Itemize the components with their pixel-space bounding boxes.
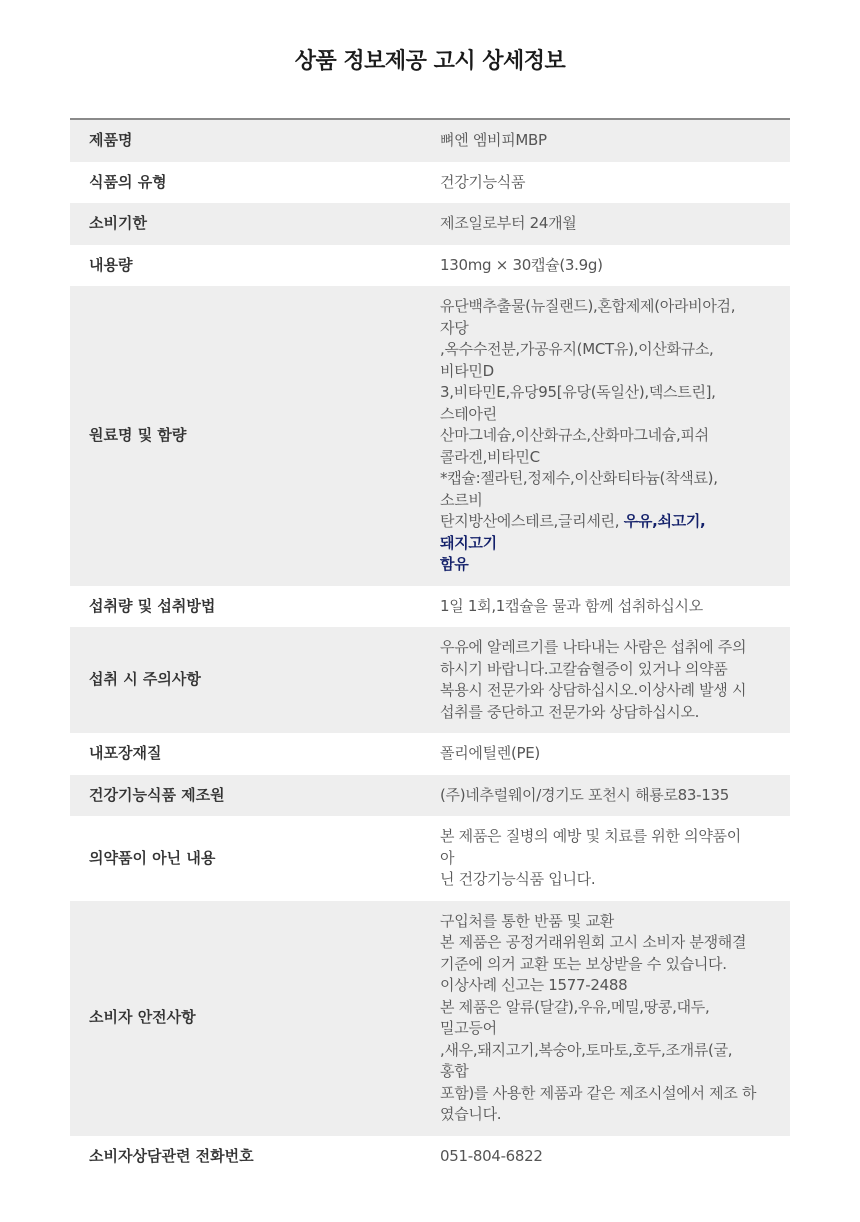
allergen-highlight: 우유,쇠고기, (623, 512, 706, 530)
table-row (70, 901, 790, 1136)
table-row (70, 203, 790, 245)
row-label: 소비기한 (70, 203, 416, 245)
table-row (70, 245, 790, 287)
product-info-table (70, 118, 790, 1177)
table-row (70, 733, 790, 775)
row-label: 섭취 시 주의사항 (70, 627, 416, 733)
table-row (70, 816, 790, 901)
row-label: 소비자 안전사항 (70, 901, 416, 1136)
row-label: 내포장재질 (89, 744, 162, 762)
table-row (70, 586, 790, 628)
table-row (70, 162, 790, 204)
row-label: 섭취량 및 섭취방법 (89, 596, 216, 615)
allergen-highlight: 돼지고기 (440, 533, 497, 552)
row-value: 1일 1회,1캡슐을 물과 함께 섭취하십시오 (440, 596, 703, 615)
table-row (70, 119, 790, 162)
row-label: 의약품이 아닌 내용 (89, 848, 216, 867)
row-label: 내용량 (89, 255, 133, 274)
table-row (70, 775, 790, 817)
page-title: 상품 정보제공 고시 상세정보 (294, 49, 566, 74)
row-value: 건강기능식품 (440, 172, 526, 191)
row-value: (주)네추럴웨이/경기도 포천시 해룡로83-135 (416, 775, 790, 817)
table-row (70, 1136, 790, 1178)
allergen-highlight: 함유 (440, 555, 469, 573)
row-value: 051-804-6822 (440, 1146, 543, 1165)
row-value: 우유에 알레르기를 나타내는 사람은 섭취에 주의 하시기 바랍니다.고칼슘혈증이 있거나 의약품 복용시 전문가와 상담하십시오.이상사례 발생 시 섭취를 중단하고 전문가와 상담하십시오. (416, 627, 790, 733)
row-value: 본 제품은 질병의 예방 및 치료를 위한 의약품이 아 닌 건강기능식품 입니다. (440, 827, 741, 888)
row-label: 제품명 (70, 119, 416, 162)
row-value: 130mg × 30캡슐(3.9g) (440, 255, 603, 274)
row-label: 건강기능식품 제조원 (70, 775, 416, 817)
row-value: 제조일로부터 24개월 (416, 203, 790, 245)
row-value: 유단백추출물(뉴질랜드),혼합제제(아라비아검, 자당 ,옥수수전분,가공유지(MCT유),이산화규소, 비타민D 3,비타민E,유당95[유당(독일산),덱스트린], 스테아린 산마그네슘,이산화규소,산화마그네슘,피쉬 콜라겐,비타민C *캡슐:젤라틴,정제수,이산화티타늄(착색료), 소르비 탄지방산에스테르,글리세린, 우유,쇠고기, 돼지고기 함유 (416, 286, 790, 586)
row-value: 뼈엔 엠비피MBP (416, 119, 790, 162)
table-row (70, 286, 790, 586)
row-value: 폴리에틸렌(PE) (440, 744, 540, 762)
row-label: 원료명 및 함량 (70, 286, 416, 586)
row-value-text: 탄지방산에스테르,글리세린, (440, 512, 624, 530)
row-value: 구입처를 통한 반품 및 교환 본 제품은 공정거래위원회 고시 소비자 분쟁해결 기준에 의거 교환 또는 보상받을 수 있습니다. 이상사례 신고는 1577-2488 본 제품은 알류(달걀),우유,메밀,땅콩,대두, 밀고등어 ,새우,돼지고기,복숭아,토마토,호두,조개류(굴, 홍합 포함)를 사용한 제품과 같은 제조시설에서 제조 하 였습니다. (416, 901, 790, 1136)
row-label: 소비자상담관련 전화번호 (89, 1146, 254, 1165)
row-label: 식품의 유형 (89, 172, 167, 191)
table-row (70, 627, 790, 733)
